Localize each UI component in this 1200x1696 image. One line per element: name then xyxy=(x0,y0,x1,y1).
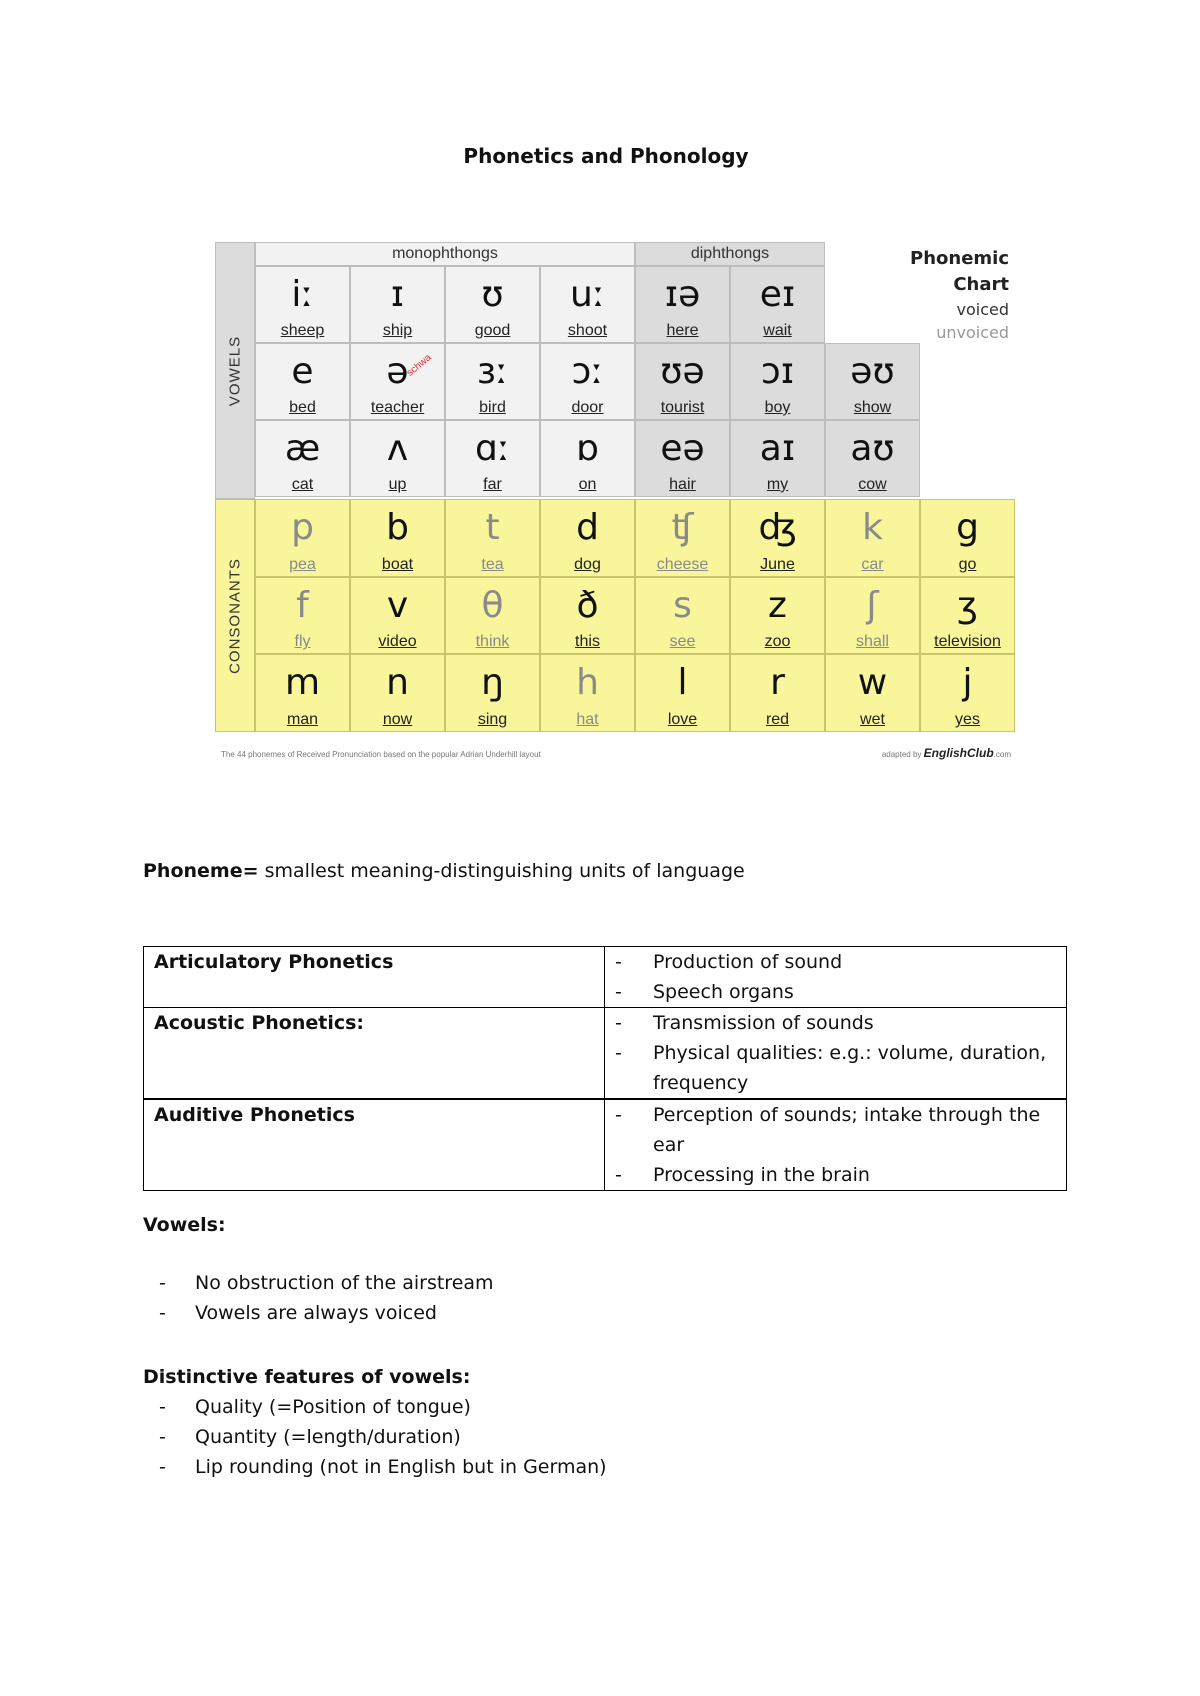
phoneme-cell xyxy=(730,654,825,732)
phoneme-symbol: f xyxy=(296,584,309,626)
phoneme-cell xyxy=(635,343,730,420)
phoneme-symbol: aɪ xyxy=(759,428,796,469)
list-item: - Transmission of sounds xyxy=(615,1008,1056,1038)
table-row xyxy=(144,1099,1067,1191)
header-diphthongs: diphthongs xyxy=(635,242,825,266)
example-word: shoot xyxy=(567,322,608,339)
phoneme-cell xyxy=(635,420,730,497)
example-word: this xyxy=(575,633,600,651)
example-word: cheese xyxy=(656,555,709,573)
legend-voiced: voiced xyxy=(956,300,1009,319)
schwa-annotation: schwa xyxy=(404,352,434,379)
phoneme-cell xyxy=(445,266,540,343)
example-word: bed xyxy=(289,399,316,416)
phoneme-symbol: k xyxy=(862,507,883,548)
phoneme-symbol: eɪ xyxy=(759,274,796,315)
phoneme-symbol: ʊə xyxy=(660,351,705,392)
example-word: man xyxy=(286,711,319,729)
phoneme-cell xyxy=(730,577,825,655)
example-word: car xyxy=(861,555,884,573)
phoneme-cell xyxy=(920,654,1015,732)
phoneme-symbol: m xyxy=(284,662,321,704)
phoneme-cell xyxy=(445,577,540,655)
phoneme-symbol: θ xyxy=(481,584,504,626)
phoneme-cell xyxy=(540,499,635,577)
example-word: dog xyxy=(574,555,601,573)
phoneme-cell xyxy=(255,654,350,732)
phoneme-symbol: l xyxy=(677,662,688,704)
branch-description xyxy=(605,1099,1067,1191)
phoneme-symbol: aʊ xyxy=(850,428,895,469)
example-word: cow xyxy=(858,476,887,493)
list-item: - Quality (=Position of tongue) xyxy=(143,1392,607,1422)
phoneme-cell xyxy=(730,420,825,497)
phoneme-symbol: ʒ xyxy=(957,584,978,626)
phoneme-cell xyxy=(825,499,920,577)
phoneme-symbol: ə xyxy=(386,351,409,392)
page-title: Phonetics and Phonology xyxy=(463,144,749,168)
chart-legend xyxy=(910,246,1009,344)
phoneme-cell xyxy=(540,420,635,497)
example-word: tea xyxy=(481,555,504,573)
phoneme-symbol: uː xyxy=(570,274,605,315)
example-word: yes xyxy=(955,711,980,729)
example-word: see xyxy=(669,633,696,651)
list-item: - Quantity (=length/duration) xyxy=(143,1422,607,1452)
phoneme-symbol: ʃ xyxy=(866,584,879,626)
phoneme-cell xyxy=(350,499,445,577)
phoneme-cell xyxy=(730,499,825,577)
example-word: hair xyxy=(669,476,696,493)
features-heading: Distinctive features of vowels: xyxy=(143,1366,471,1388)
example-word: wait xyxy=(763,322,792,339)
phonemic-chart xyxy=(215,242,1015,772)
example-word: on xyxy=(578,476,597,493)
phoneme-symbol: əʊ xyxy=(850,351,895,392)
header-monophthongs: monophthongs xyxy=(255,242,635,266)
distinctive-features-section xyxy=(143,1362,607,1482)
phoneme-symbol: s xyxy=(673,584,692,626)
phoneme-symbol: j xyxy=(962,662,973,704)
phoneme-symbol: w xyxy=(857,662,888,704)
phonetics-branch: Articulatory Phonetics xyxy=(144,947,605,1008)
phoneme-symbol: e xyxy=(291,351,314,392)
phoneme-symbol: z xyxy=(768,584,787,626)
phoneme-cell xyxy=(255,499,350,577)
phoneme-cell xyxy=(825,343,920,420)
chart-credit: adapted by EnglishClub.com xyxy=(881,746,1011,760)
phoneme-symbol: ð xyxy=(576,584,599,626)
phoneme-cell xyxy=(255,577,350,655)
phoneme-cell xyxy=(445,499,540,577)
table-row xyxy=(144,947,1067,1008)
phoneme-symbol: d xyxy=(576,507,599,548)
phoneme-cell xyxy=(540,577,635,655)
phoneme-cell xyxy=(635,654,730,732)
phoneme-cell xyxy=(635,499,730,577)
phoneme-definition: Phoneme= smallest meaning-distinguishing units of language xyxy=(143,860,745,882)
phoneme-symbol: p xyxy=(291,507,314,548)
phoneme-cell xyxy=(255,266,350,343)
example-word: boat xyxy=(381,555,414,573)
phoneme-symbol: ɔɪ xyxy=(760,351,795,392)
phoneme-cell xyxy=(445,654,540,732)
phoneme-cell xyxy=(730,266,825,343)
phoneme-symbol: v xyxy=(386,584,409,626)
example-word: tourist xyxy=(660,399,705,416)
example-word: red xyxy=(765,711,790,729)
example-word: June xyxy=(760,555,795,573)
phonetics-branch: Acoustic Phonetics: xyxy=(144,1008,605,1100)
phoneme-cell xyxy=(825,577,920,655)
phoneme-symbol: iː xyxy=(291,274,314,315)
example-word: now xyxy=(382,711,413,729)
chart-footnote: The 44 phonemes of Received Pronunciation based on the popular Adrian Underhill layout xyxy=(221,750,541,759)
example-word: cat xyxy=(291,476,314,493)
vowels-heading: Vowels: xyxy=(143,1214,226,1236)
example-word: show xyxy=(853,399,892,416)
example-word: sheep xyxy=(280,322,325,339)
phoneme-cell xyxy=(825,654,920,732)
example-word: ship xyxy=(382,322,413,339)
phoneme-cell xyxy=(540,266,635,343)
list-item: - Processing in the brain xyxy=(615,1160,1056,1190)
list-item: - Physical qualities: e.g.: volume, duration, frequency xyxy=(615,1038,1056,1098)
example-word: boy xyxy=(764,399,791,416)
phoneme-symbol: n xyxy=(386,662,409,704)
example-word: bird xyxy=(479,399,506,416)
phoneme-cell xyxy=(350,420,445,497)
legend-title: Phonemic xyxy=(910,248,1009,269)
legend-unvoiced: unvoiced xyxy=(936,323,1009,342)
example-word: think xyxy=(475,633,510,651)
list-item: - Perception of sounds; intake through the ear xyxy=(615,1100,1056,1160)
list-item: - Production of sound xyxy=(615,947,1056,977)
phoneme-symbol: t xyxy=(485,507,500,548)
example-word: up xyxy=(388,476,407,493)
phoneme-symbol: ŋ xyxy=(481,662,504,704)
phoneme-symbol: b xyxy=(386,507,409,548)
phoneme-cell xyxy=(825,420,920,497)
phoneme-symbol: ɒ xyxy=(576,428,599,469)
phoneme-cell xyxy=(350,577,445,655)
example-word: fly xyxy=(294,633,311,651)
example-word: hat xyxy=(576,711,599,729)
example-word: sing xyxy=(477,711,508,729)
example-word: video xyxy=(378,633,417,651)
list-item: - Speech organs xyxy=(615,977,1056,1007)
phoneme-cell xyxy=(350,343,445,420)
example-word: door xyxy=(571,399,604,416)
phoneme-symbol: eə xyxy=(660,428,705,469)
example-word: teacher xyxy=(370,399,425,416)
side-label-vowels: VOWELS xyxy=(215,242,255,499)
example-word: zoo xyxy=(764,633,791,651)
phoneme-symbol: r xyxy=(770,662,785,704)
phoneme-cell xyxy=(635,266,730,343)
legend-title: Chart xyxy=(953,274,1009,295)
example-word: good xyxy=(474,322,511,339)
example-word: my xyxy=(766,476,789,493)
phonetics-table xyxy=(143,946,1067,1191)
phoneme-cell xyxy=(920,499,1015,577)
phoneme-cell xyxy=(350,266,445,343)
vowels-section xyxy=(143,1210,494,1328)
phoneme-symbol: ɔː xyxy=(571,351,604,392)
phonetics-branch: Auditive Phonetics xyxy=(144,1099,605,1191)
phoneme-cell xyxy=(540,343,635,420)
phoneme-symbol: ʌ xyxy=(386,428,409,469)
phoneme-cell xyxy=(635,577,730,655)
phoneme-symbol: ɪə xyxy=(664,274,701,315)
example-word: shall xyxy=(856,633,889,651)
phoneme-symbol: g xyxy=(956,507,979,548)
phoneme-symbol: ɑː xyxy=(475,428,510,469)
phoneme-cell xyxy=(255,343,350,420)
example-word: pea xyxy=(289,555,316,573)
example-word: wet xyxy=(860,711,885,729)
phoneme-cell xyxy=(445,420,540,497)
list-item: - Lip rounding (not in English but in German) xyxy=(143,1452,607,1482)
example-word: here xyxy=(666,322,699,339)
side-label-consonants: CONSONANTS xyxy=(215,499,255,732)
phoneme-symbol: ɪ xyxy=(390,274,405,315)
branch-description xyxy=(605,1008,1067,1100)
phoneme-symbol: ɜː xyxy=(476,351,509,392)
example-word: go xyxy=(958,555,977,573)
example-word: far xyxy=(483,476,502,493)
phoneme-symbol: ʧ xyxy=(671,507,694,548)
phoneme-symbol: h xyxy=(576,662,599,704)
phoneme-cell xyxy=(540,654,635,732)
phoneme-cell xyxy=(255,420,350,497)
example-word: love xyxy=(667,711,698,729)
phoneme-cell xyxy=(730,343,825,420)
list-item: - Vowels are always voiced xyxy=(143,1298,494,1328)
list-item: - No obstruction of the airstream xyxy=(143,1268,494,1298)
branch-description xyxy=(605,947,1067,1008)
phoneme-symbol: ʊ xyxy=(481,274,504,315)
phoneme-cell xyxy=(445,343,540,420)
phoneme-cell xyxy=(920,577,1015,655)
table-row xyxy=(144,1008,1067,1100)
phoneme-symbol: ʤ xyxy=(758,507,797,548)
phoneme-symbol: æ xyxy=(284,428,321,469)
example-word: television xyxy=(934,633,1001,651)
phoneme-cell xyxy=(350,654,445,732)
